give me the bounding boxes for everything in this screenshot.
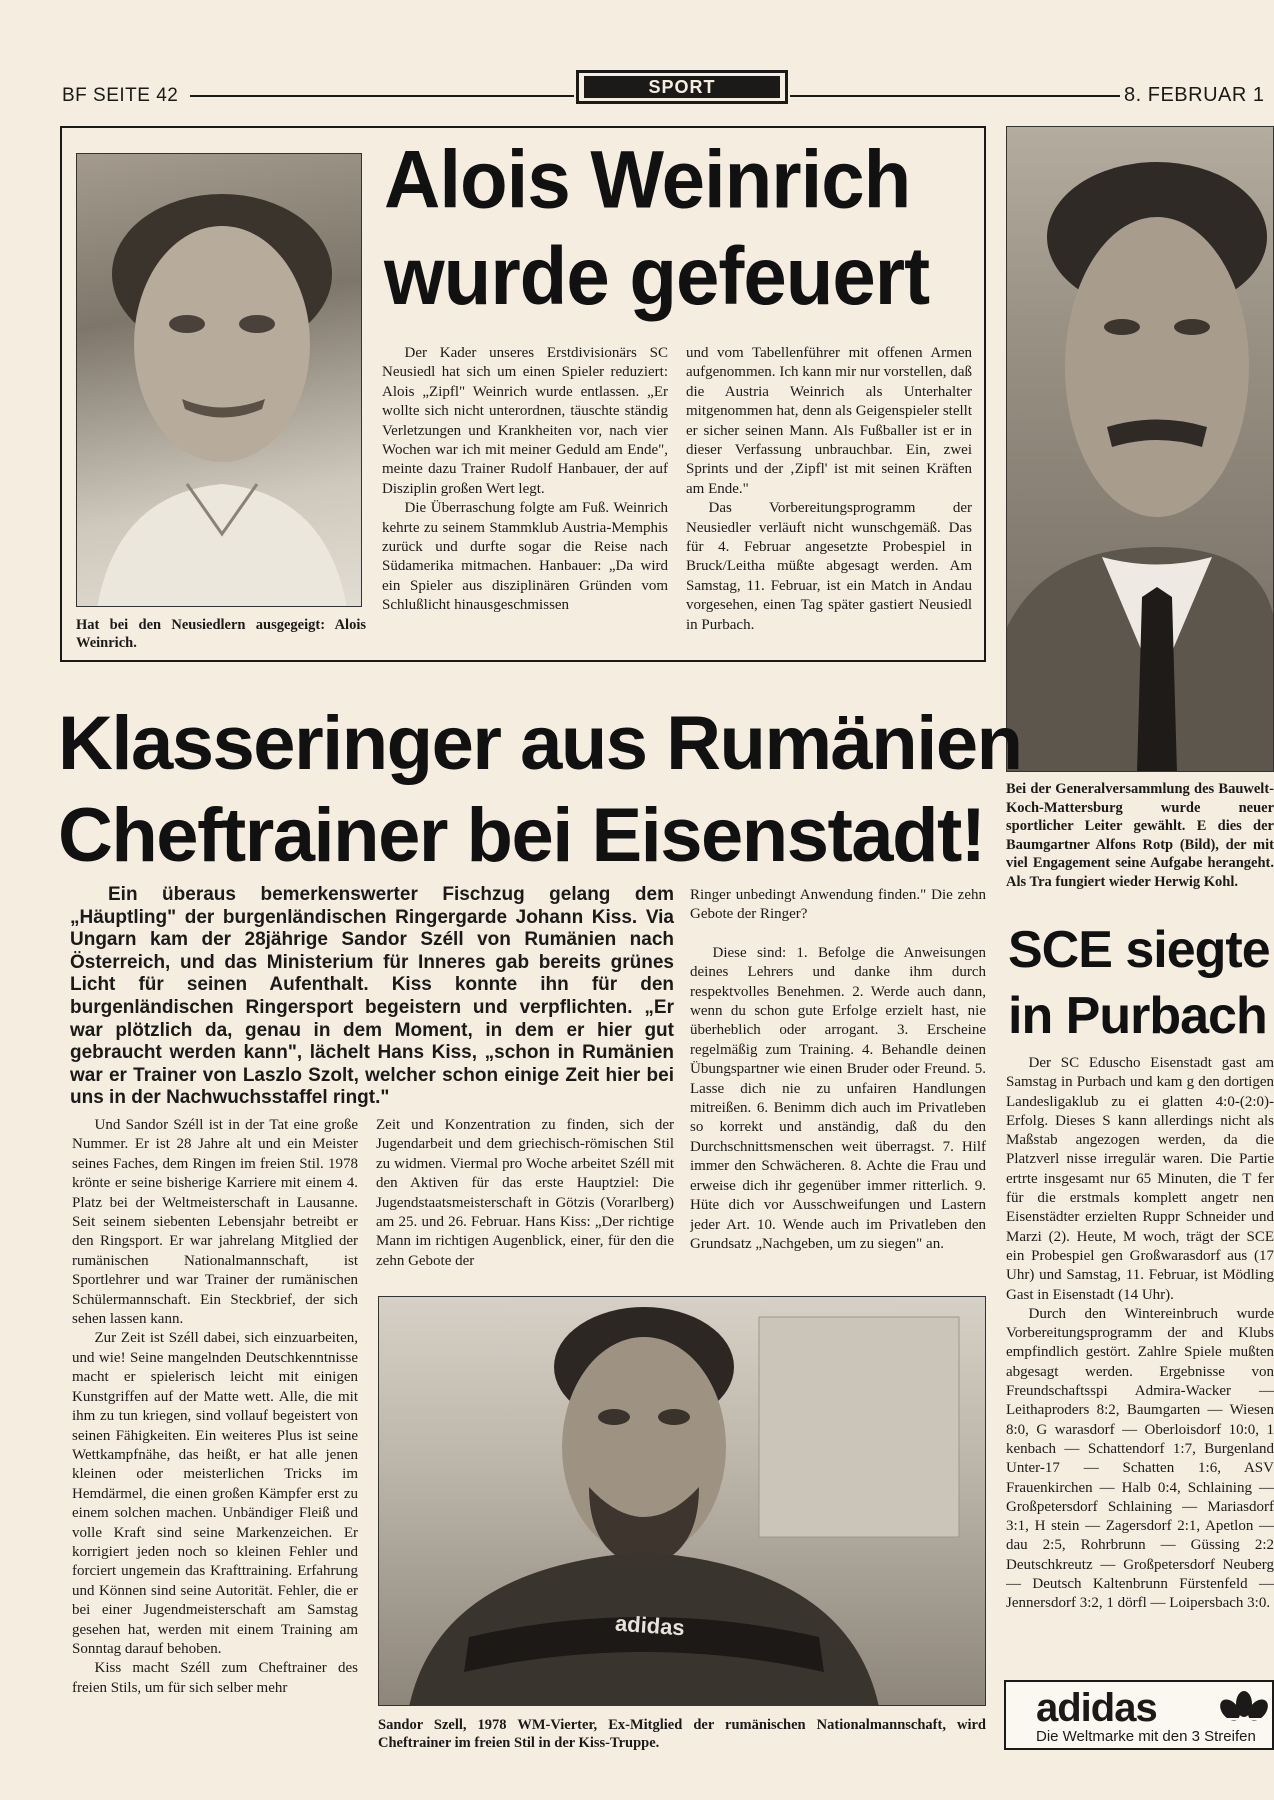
headline-klasseringer [58,701,1022,890]
paragraph: Durch den Wintereinbruch wurde Vorbereitungsprogramm der and Klubs empfindlich gestört. Zahlre Spiele mußten abgesagt werden. Ergebnisse von Freundschaftsspi Admira-Wacker — Leithaproders 8:2, Baumgarten — Wiesen 8:0, G warasdorf — Oberloisdorf 10:0, 1 kenbach — Schattendorf 1:7, Burgenland Unter-17 — Schatten 1:6, ASV Frauenkirchen — Halb 0:4, Schlaining — Großpetersdorf Schlaining — Mariasdorf 3:1, H stein — Zagersdorf 2:1, Apetlon — dau 2:5, Rohrbrunn — Güssing 2:2 Deutschkreutz — Großpetersdorf Neuberg — Deutsch Kaltenbrunn Fürstenfeld — Jennersdorf 3:2, 1 dörfl — Loipersbach 3:0. [1006,1305,1274,1612]
paragraph: Das Vorbereitungsprogramm der Neusiedler verläuft nicht wunschgemäß. Das für 4. Februar angesetzte Probespiel in Bruck/Leitha müßte abgesagt werden. Am Samstag, 11. Februar, ist ein Match in Andau vorgesehen, einen Tag später gastiert Neusiedl in Purbach. [686,500,972,633]
section-label-box [576,70,788,104]
portrait-illustration [379,1297,986,1706]
headline-weinrich-line2: wurde gefeuert [384,229,930,322]
masthead-rule-left [190,95,574,97]
caption-szell: Sandor Szell, 1978 WM-Vierter, Ex-Mitglied der rumänischen Nationalmannschaft, wird Cheftrainer im freien Stil in der Kiss-Truppe. [378,1717,986,1751]
paragraph: Der Kader unseres Erstdivisionärs SC Neusiedl hat sich um einen Spieler reduziert: Alois „Zipfl" Weinrich wurde entlassen. „Er wollte sich nicht unterordnen, täuschte ständig Verletzungen und Krankheiten vor, nach vier Wochen war ich mit meiner Geduld am Ende", meinte dazu Trainer Rudolf Hanbauer, der auf Disziplin großen Wert legt. [382,345,668,497]
portrait-illustration [77,154,362,607]
section-label: SPORT [584,76,780,98]
caption-weinrich: Hat bei den Neusiedlern ausgegeigt: Alois Weinrich. [76,617,366,651]
paragraph: Die Überraschung folgte am Fuß. Weinrich kehrte zu seinem Stammklub Austria-Memphis zurück und durfte sogar die Reise nach Südamerika mitmachen. Hanbauer: „Da wird ein Spieler aus disziplinären Gründen vom Schlußlicht hinausgeschmissen [382,500,668,614]
portrait-illustration [1007,127,1274,772]
weinrich-column-1 [382,344,668,654]
paragraph: Der SC Eduscho Eisenstadt gast am Samstag in Purbach und kam g den dortigen Landesligaklub zu ei glatten 4:0-(2:0)-Erfolg. Dieses S kann allerdings nicht als Maßstab angezogen werden, da die Platzverl nisse irregulär waren. Die Partie ertrte insgesamt nur 65 Minuten, die T fer für die erstmals komplett angetr nen Eisenstädter erzielten Ruppr Schneider und Marzi (2). Heute, M woch, trägt der SCE ein Probespiel gen Großwarasdorf aus (17 Uhr) und Samstag, 11. Februar, ist Mödling Gast in Eisenstadt (14 Uhr). [1006,1055,1274,1303]
paragraph: und vom Tabellenführer mit offenen Armen aufgenommen. Ich kann mir nur vorstellen, daß die Austria Weinrich als Unterhalter mitgenommen hat, denn als Geigenspieler stellt er sicher seinen Mann. Als Fußballer ist er in dieser Verfassung unbrauchbar. Ein, zwei Sprints und der ‚Zipfl' ist mit seinen Kräften am Ende." [686,345,972,497]
paragraph: Diese sind: 1. Befolge die Anweisungen deines Lehrers und danke ihm durch respektvolles Benehmen. 2. Werde auch dann, wenn du schon gute Erfolge erzielt hast, nie überheblich oder arrogant. 3. Erscheine regelmäßig zum Training. 4. Behandle deinen Übungspartner wie einen Bruder oder Freund. 5. Lasse dich nie zu unfairen Handlungen mitreißen. 6. Benimm dich auch im Privatleben so korrekt und anständig, daß du den Durchschnittsmenschen weit überragst. 7. Hilf immer den Schwächeren. 8. Achte die Frau und erweise dich ihr gegenüber immer ritterlich. 9. Hüte dich vor Ausschweifungen und Lastern jeder Art. 10. Wende auch im Privatleben den Grundsatz „Nachgeben, um zu siegen" an. [690,944,986,1252]
klasseringer-lead: Ein überaus bemerkenswerter Fischzug gelang dem „Häuptling" der burgenländischen Ringergarde Johann Kiss. Via Ungarn kam der 28jährige Sandor Széll von Rumänien nach Österreich, und das Ministerium für Inneres gab bereits grünes Licht für seinen Aufenthalt. Kiss konnte ihn für den burgenländischen Ringersport begeistern und verpflichten. „Er war plötzlich da, genau in dem Moment, in dem er hier gut gebraucht werden kann", lächelt Hans Kiss, „schon in Rumänien war er Trainer von Laszlo Szolt, welcher schon einige Zeit hier bei uns in der Nachwuchsstaffel ringt." [70,884,674,1109]
photo-weinrich [76,153,362,607]
paragraph: Zur Zeit ist Széll dabei, sich einzuarbeiten, und wie! Seine mangelnden Deutschkenntnisse macht er spielerisch leicht mit einigen Kunstgriffen auf der Matte wett. Alle, die mit ihm zu tun kriegen, sind vollauf begeistert von seinen Fähigkeiten. Ein weiteres Plus ist seine Wettkampfnähe, das heißt, er hat alle jenen kleinen oder meisterlichen Tricks im Hemdärmel, die einen großen Kämpfer erst zu einem solchen machen. Unbändiger Fleiß und volle Kraft sind seine Markenzeichen. Er korrigiert jeden noch so kleinen Fehler und forciert ungemein das Krafttraining. Erfahrung und Können sind seine Autorität. Fehler, die er bei einer Jugendmeisterschaft am Samstag gesehen hat, werden mit einem Training am Sonntag darauf behoben. [72,1330,358,1657]
ad-tagline: Die Weltmarke mit den 3 Streifen [1036,1728,1256,1745]
headline-sce-line1: SCE siegte [1008,921,1270,979]
klasseringer-column-3 [690,886,986,1298]
paragraph: Zeit und Konzentration zu finden, sich der Jugendarbeit und dem griechisch-römischen Stil zu widmen. Viermal pro Woche arbeitet Széll mit den Aktiven für das erste Hauptziel: Die Jugendstaatsmeisterschaft in Götzis (Vorarlberg) am 25. und 26. Februar. Hans Kiss: „Der richtige Mann im richtigen Augenblick, einer, für den die zehn Gebote der [376,1117,674,1269]
klasseringer-column-2 [376,1116,674,1298]
photo-rotpuller [1006,126,1274,772]
ad-logo: adidas [1036,1686,1157,1730]
headline-klasseringer-line1: Klasseringer aus Rumänien [58,701,1022,786]
headline-weinrich-line1: Alois Weinrich [384,132,911,226]
page-label: BF SEITE 42 [62,85,179,106]
paragraph: Ringer unbedingt Anwendung finden." Die zehn Gebote der Ringer? [690,887,986,923]
jacket-logo-text: adidas [614,1610,686,1641]
paragraph: Kiss macht Széll zum Cheftrainer des freien Stils, um für sich selber mehr [72,1660,358,1696]
headline-klasseringer-line2: Cheftrainer bei Eisenstadt! [58,793,985,878]
headline-weinrich [384,132,930,331]
headline-sce-line2: in Purbach [1008,987,1267,1045]
photo-szell [378,1296,986,1706]
klasseringer-column-1 [72,1116,358,1746]
trefoil-icon [1214,1690,1274,1726]
adidas-advertisement [1004,1680,1274,1750]
paragraph: Und Sandor Széll ist in der Tat eine große Nummer. Er ist 28 Jahre alt und ein Meister seines Faches, dem Ringen im freien Stil. 1978 krönte er seine bisherige Karriere mit einem 4. Platz bei der Weltmeisterschaft in Lausanne. Seit seinem siebenten Lebensjahr betreibt er den Ringsport. Er war jahrelang Mitglied der rumänischen Nationalmannschaft, ist Sportlehrer und war Trainer der rumänischen Schülermannschaft. Ein Steckbrief, der sich sehen lassen kann. [72,1117,358,1328]
page-date: 8. FEBRUAR 1 [1124,84,1265,106]
masthead-rule-right [790,95,1120,97]
sce-column [1006,1054,1274,1674]
caption-rotpuller: Bei der Generalversammlung des Bauwelt-Koch-Mattersburg wurde neuer sportlicher Leiter gewählt. E dies der Baumgartner Alfons Rotp (Bild), der mit viel Engagement seine Aufgabe herangeht. Als Tra fungiert wieder Herwig Kohl. [1006,781,1274,890]
headline-sce [1008,921,1270,1056]
weinrich-column-2 [686,344,972,654]
